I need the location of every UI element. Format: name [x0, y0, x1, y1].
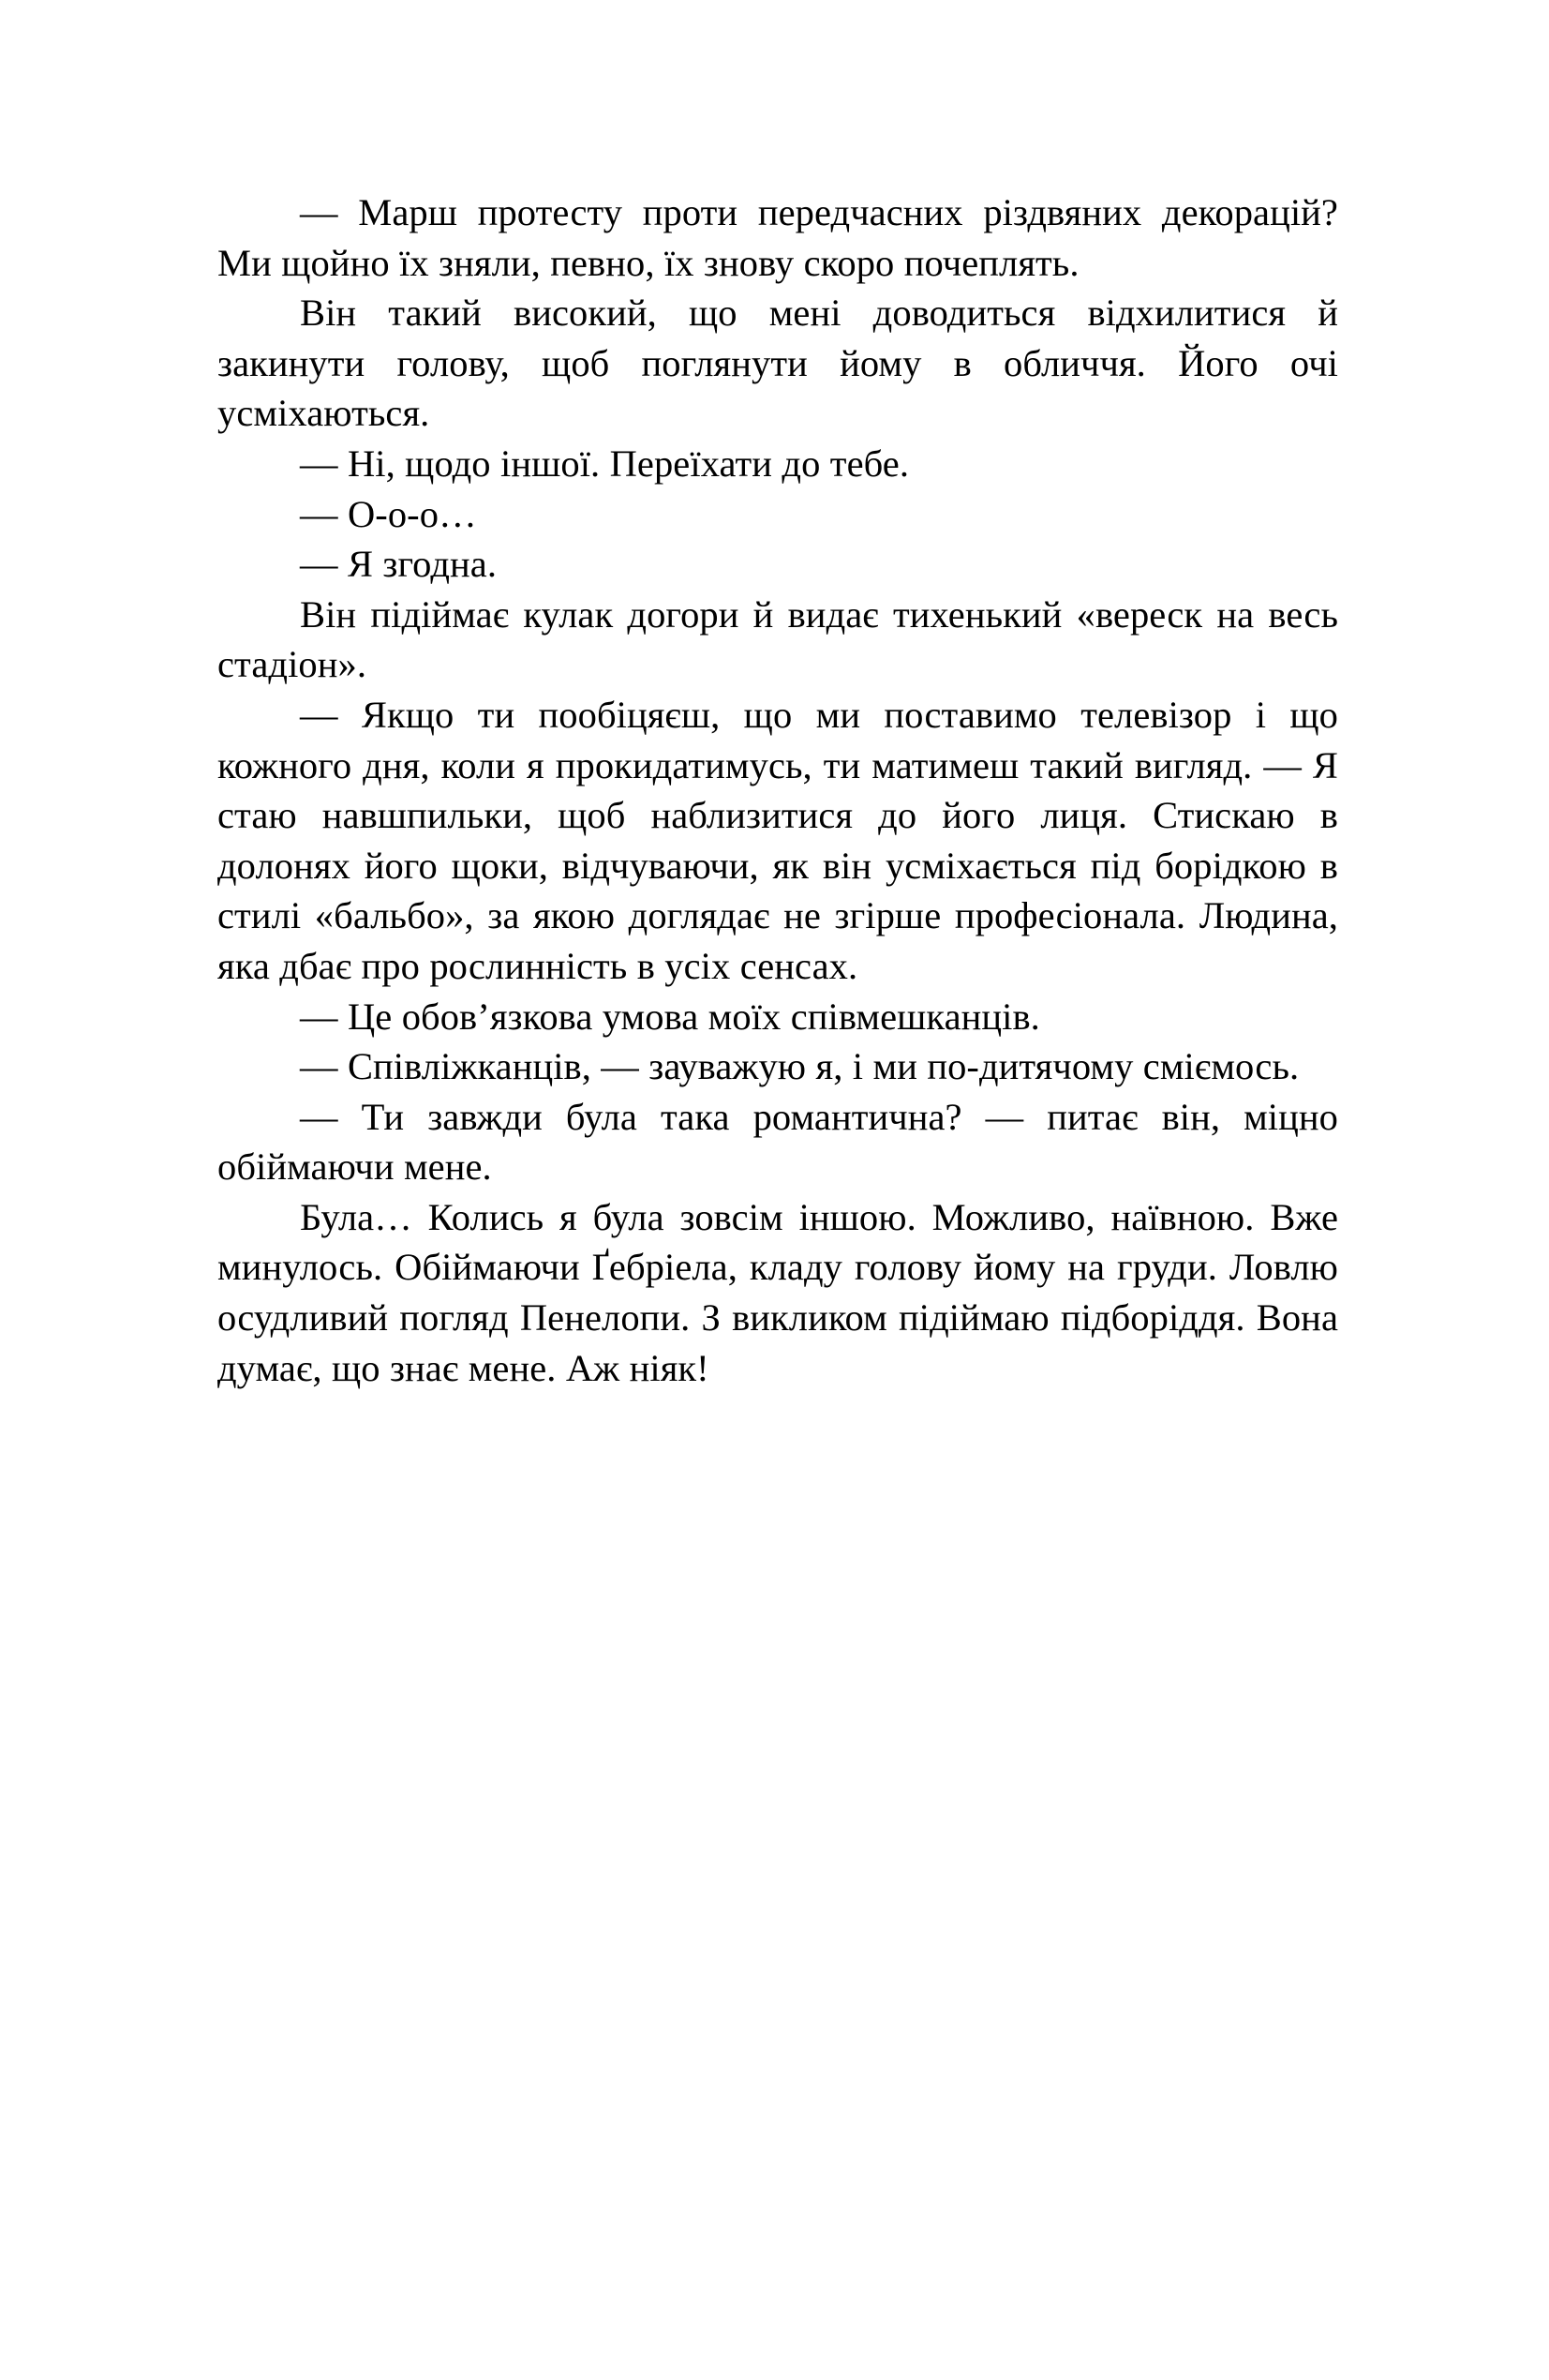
paragraph: — Якщо ти пообіцяєш, що ми поставимо телевізор і що кожного дня, коли я прокидатимусь, ти матимеш такий вигляд. — Я стаю навшпильки, щоб наблизитися до його лиця. Стискаю в долонях його щоки, відчуваючи, як він усміхається під борідкою в стилі «бальбо», за якою доглядає не згірше професіонала. Людина, яка дбає про рослинність в усіх сенсах. [217, 693, 1338, 987]
paragraph: Він підіймає кулак догори й видає тихенький «вереск на весь стадіон». [217, 592, 1338, 686]
paragraph: Була… Колись я була зовсім іншою. Можливо, наївною. Вже минулось. Обіймаючи Ґебріела, кладу голову йому на груди. Ловлю осудливий погляд Пенелопи. З викликом підіймаю підборіддя. Вона думає, що знає мене. Аж ніяк! [217, 1195, 1338, 1389]
paragraph: — Ти завжди була така романтична? — питає він, міцно обіймаючи мене. [217, 1095, 1338, 1189]
paragraph: — Я згодна. [300, 543, 498, 586]
paragraph: — Це обов’язкова умова моїх співмешканців. [300, 995, 1040, 1038]
paragraph: — О-о-о… [300, 492, 477, 535]
paragraph: — Співліжканців, — зауважую я, і ми по-дитячому сміємось. [300, 1045, 1300, 1088]
paragraph: — Ні, щодо іншої. Переїхати до тебе. [300, 442, 910, 485]
body-text-column [217, 187, 1338, 1393]
paragraph: Він такий високий, що мені доводиться відхилитися й закинути голову, щоб поглянути йому в обличчя. Його очі усміхаються. [217, 292, 1338, 435]
paragraph: — Марш протесту проти передчасних різдвяних декорацій? Ми щойно їх зняли, певно, їх знову скоро почеплять. [217, 191, 1338, 284]
